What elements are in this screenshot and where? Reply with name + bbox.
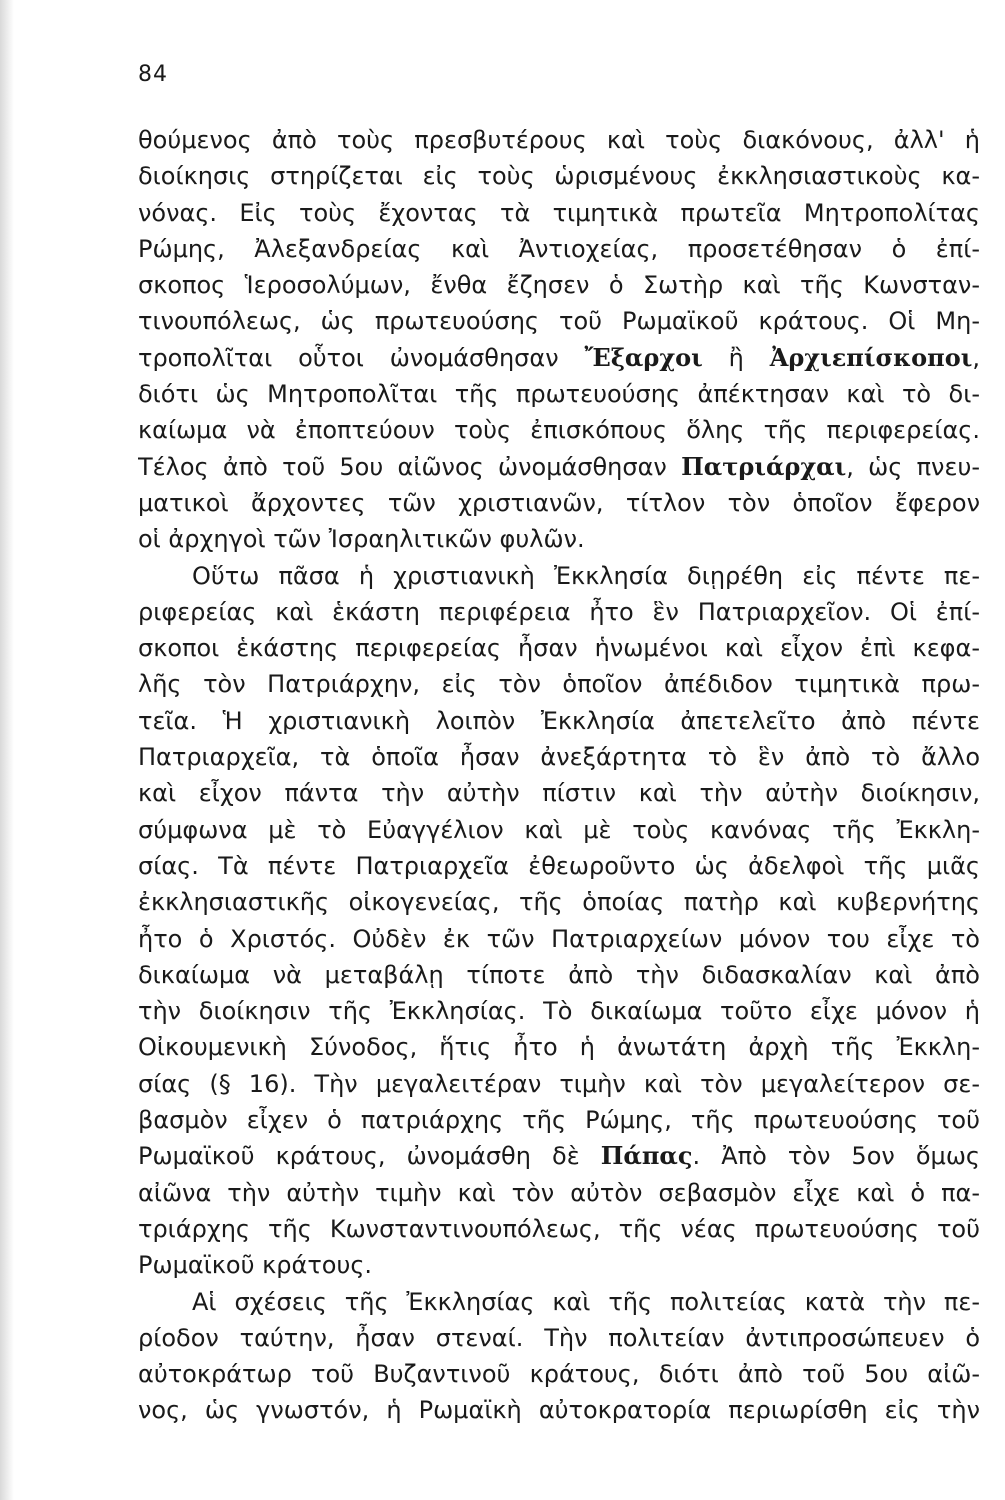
- text-segment: , ὡς πνευ-: [846, 452, 980, 481]
- text-line: σκοπος Ἱεροσολύμων, ἔνθα ἔζησεν ὁ Σωτὴρ καὶ τῆς Κωνσταν-: [138, 271, 980, 300]
- bold-term: Πατριάρχαι: [681, 451, 847, 481]
- text-line: σύμφωνα μὲ τὸ Εὐαγγέλιον καὶ μὲ τοὺς κανόνας τῆς Ἐκκλη-: [138, 815, 980, 844]
- text-line: οἱ ἀρχηγοὶ τῶν Ἰσραηλιτικῶν φυλῶν.: [138, 525, 585, 554]
- text-line: βασμὸν εἶχεν ὁ πατριάρχης τῆς Ρώμης, τῆς πρωτευούσης τοῦ: [138, 1106, 980, 1135]
- text-line: Πατριαρχεῖα, τὰ ὁποῖα ἦσαν ἀνεξάρτητα τὸ ἓν ἀπὸ τὸ ἄλλο: [138, 743, 980, 772]
- bold-term: Πάπας: [600, 1141, 693, 1171]
- text-line: ριφερείας καὶ ἑκάστη περιφέρεια ἦτο ἓν Πατριαρχεῖον. Οἱ ἐπί-: [138, 597, 980, 626]
- text-line: Ρωμαϊκοῦ κράτους.: [138, 1251, 373, 1280]
- text-line: νόνας. Εἰς τοὺς ἔχοντας τὰ τιμητικὰ πρωτεῖα Μητροπολίτας: [138, 198, 980, 227]
- bold-term: Ἔξαρχοι: [584, 342, 703, 372]
- text-line: σκοποι ἑκάστης περιφερείας ἦσαν ἡνωμένοι καὶ εἶχον ἐπὶ κεφα-: [138, 634, 980, 663]
- text-line: καίωμα νὰ ἐποπτεύουν τοὺς ἐπισκόπους ὅλης τῆς περιφερείας.: [138, 416, 980, 445]
- text-line: [138, 340, 980, 376]
- text-segment: τροπολῖται οὗτοι ὠνομάσθησαν: [138, 343, 585, 372]
- text-line: σίας. Τὰ πέντε Πατριαρχεῖα ἐθεωροῦντο ὡς ἀδελφοὶ τῆς μιᾶς: [138, 851, 980, 880]
- text-line: τινουπόλεως, ὡς πρωτευούσης τοῦ Ρωμαϊκοῦ κράτους. Οἱ Μη-: [138, 307, 980, 336]
- text-line: Αἱ σχέσεις τῆς Ἐκκλησίας καὶ τῆς πολιτείας κατὰ τὴν πε-: [192, 1287, 980, 1316]
- text-line: αὐτοκράτωρ τοῦ Βυζαντινοῦ κράτους, διότι ἀπὸ τοῦ 5ου αἰῶ-: [138, 1360, 980, 1389]
- text-line: Οἰκουμενικὴ Σύνοδος, ἥτις ἦτο ἡ ἀνωτάτη ἀρχὴ τῆς Ἐκκλη-: [138, 1033, 980, 1062]
- text-line: διοίκησις στηρίζεται εἰς τοὺς ὡρισμένους ἐκκλησιαστικοὺς κα-: [138, 162, 980, 191]
- text-segment: Ρωμαϊκοῦ κράτους, ὠνομάσθη δὲ: [138, 1142, 601, 1171]
- text-line: ἦτο ὁ Χριστός. Οὐδὲν ἐκ τῶν Πατριαρχείων μόνον του εἶχε τὸ: [138, 924, 980, 953]
- text-line: Οὕτω πᾶσα ἡ χριστιανικὴ Ἐκκλησία διῃρέθη εἰς πέντε πε-: [192, 561, 980, 590]
- text-line: [138, 449, 980, 485]
- body-text: [138, 122, 980, 1429]
- text-line: ἐκκλησιαστικῆς οἰκογενείας, τῆς ὁποίας πατὴρ καὶ κυβερνήτης: [138, 888, 980, 917]
- text-line: τριάρχης τῆς Κωνσταντινουπόλεως, τῆς νέας πρωτευούσης τοῦ: [138, 1214, 980, 1243]
- text-line: νος, ὡς γνωστόν, ἡ Ρωμαϊκὴ αὐτοκρατορία περιωρίσθη εἰς τὴν: [138, 1396, 980, 1425]
- text-line: δικαίωμα νὰ μεταβάλῃ τίποτε ἀπὸ τὴν διδασκαλίαν καὶ ἀπὸ: [138, 960, 980, 989]
- text-line: τὴν διοίκησιν τῆς Ἐκκλησίας. Τὸ δικαίωμα τοῦτο εἶχε μόνον ἡ: [138, 997, 980, 1026]
- text-line: διότι ὡς Μητροπολῖται τῆς πρωτευούσης ἀπέκτησαν καὶ τὸ δι-: [138, 380, 980, 409]
- text-line: [138, 1138, 980, 1174]
- bold-term: Ἀρχιεπίσκοποι: [769, 342, 973, 372]
- text-line: θούμενος ἀπὸ τοὺς πρεσβυτέρους καὶ τοὺς διακόνους, ἀλλ' ἡ: [138, 126, 980, 154]
- text-line: λῆς τὸν Πατριάρχην, εἰς τὸν ὁποῖον ἀπέδιδον τιμητικὰ πρω-: [138, 670, 980, 699]
- text-segment: Τέλος ἀπὸ τοῦ 5ου αἰῶνος ὠνομάσθησαν: [138, 452, 682, 481]
- page-number: 84: [138, 62, 168, 87]
- text-line: ματικοὶ ἄρχοντες τῶν χριστιανῶν, τίτλον τὸν ὁποῖον ἔφερον: [138, 488, 980, 517]
- text-line: αἰῶνα τὴν αὐτὴν τιμὴν καὶ τὸν αὐτὸν σεβασμὸν εἶχε καὶ ὁ πα-: [138, 1178, 980, 1207]
- text-segment: . Ἀπὸ τὸν 5ον ὅμως: [692, 1142, 980, 1171]
- text-segment: ,: [972, 343, 980, 372]
- scan-shadow-edge: [0, 0, 14, 1500]
- text-line: Ρώμης, Ἀλεξανδρείας καὶ Ἀντιοχείας, προσετέθησαν ὁ ἐπί-: [138, 234, 980, 263]
- text-line: ρίοδον ταύτην, ἦσαν στεναί. Τὴν πολιτείαν ἀντιπροσώπευεν ὁ: [138, 1323, 980, 1352]
- text-segment: ἢ: [702, 343, 770, 372]
- text-line: καὶ εἶχον πάντα τὴν αὐτὴν πίστιν καὶ τὴν αὐτὴν διοίκησιν,: [138, 779, 980, 808]
- text-line: τεῖα. Ἡ χριστιανικὴ λοιπὸν Ἐκκλησία ἀπετελεῖτο ἀπὸ πέντε: [138, 706, 980, 735]
- text-line: σίας (§ 16). Τὴν μεγαλειτέραν τιμὴν καὶ τὸν μεγαλείτερον σε-: [138, 1069, 980, 1098]
